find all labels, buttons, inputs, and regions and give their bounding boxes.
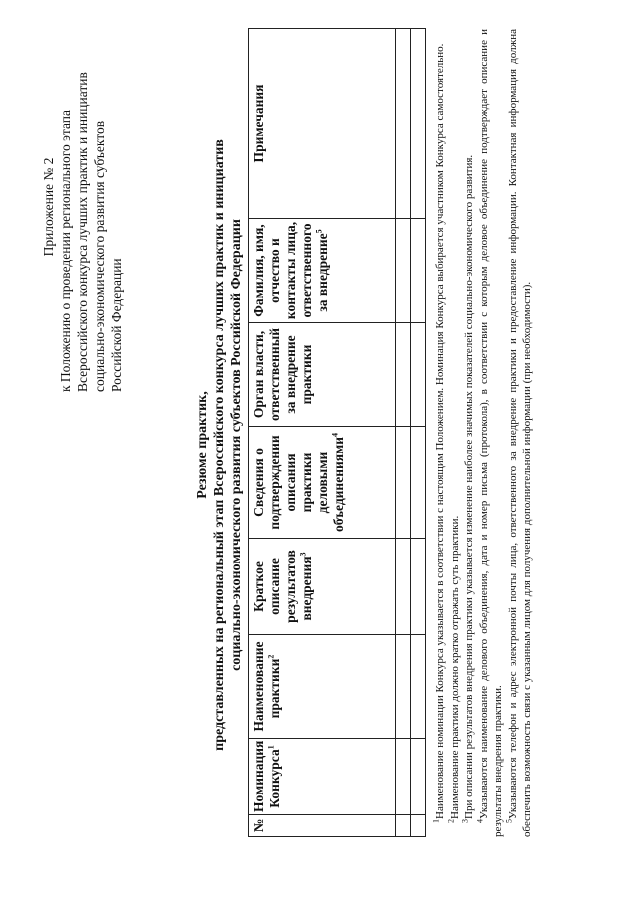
- appendix-line: Российской Федерации: [109, 258, 124, 392]
- column-header-nomination: Номинация Конкурса$^1$: [249, 739, 396, 815]
- table-cell: [396, 539, 411, 635]
- table-cell: [411, 219, 426, 323]
- footnotes: [433, 29, 535, 837]
- column-header-business-confirmation: Сведения о подтверждении описания практики деловыми объединениями$^4$: [249, 427, 396, 539]
- footnote-4: $^4$Указываются наименование делового объединения, дата и номер письма (протокола), в соответствии с которым деловое объединение подтверждает описание и результаты внедрения практики.: [474, 29, 504, 837]
- table-row: [396, 29, 411, 837]
- resume-title-line: представленных на региональный этап Всероссийского конкурса лучших практик и инициатив: [212, 139, 227, 751]
- column-header-authority: Орган власти, ответственный за внедрение практики: [249, 323, 396, 427]
- table-cell: [411, 739, 426, 815]
- table-cell: [411, 635, 426, 739]
- column-header-practice-name: Наименование практики$^2$: [249, 635, 396, 739]
- column-header-number: №: [249, 815, 396, 837]
- column-header-notes: Примечания: [249, 29, 396, 219]
- appendix-line: Всероссийского конкурса лучших практик и инициатив: [75, 72, 90, 392]
- column-header-results: Краткое описание результатов внедрения$^3$: [249, 539, 396, 635]
- rotated-page: [40, 20, 600, 870]
- table-cell: [396, 219, 411, 323]
- appendix-title: Приложение № 2: [41, 157, 56, 257]
- table-cell: [411, 29, 426, 219]
- table-cell: [411, 815, 426, 837]
- table-cell: [396, 323, 411, 427]
- resume-table: [248, 28, 426, 837]
- appendix-line: к Положению о проведении регионального этапа: [58, 110, 73, 392]
- table-cell: [396, 739, 411, 815]
- column-header-contact: Фамилия, имя, отчество и контакты лица, ответственного за внедрение$^5$: [249, 219, 396, 323]
- appendix-line: социально-экономического развития субъектов: [92, 120, 107, 392]
- table-cell: [411, 427, 426, 539]
- table-cell: [396, 427, 411, 539]
- resume-title-line: Резюме практик,: [195, 391, 210, 499]
- table-cell: [411, 323, 426, 427]
- table-cell: [396, 815, 411, 837]
- table-cell: [396, 29, 411, 219]
- footnote-2: $^2$Наименование практики должно кратко отражать суть практики.: [445, 515, 461, 823]
- resume-title-line: социально-экономического развития субъектов Российской Федерации: [229, 219, 244, 671]
- table-cell: [411, 539, 426, 635]
- footnote-3: $^3$При описании результатов внедрения практики указывается изменение наиболее значимых показателей социально-экономического развития.: [460, 154, 475, 823]
- appendix-header: [40, 22, 125, 392]
- resume-title: [194, 20, 245, 870]
- footnote-5: $^5$Указываются телефон и адрес электронной почты лица, ответственного за внедрение практики и предоставление информации. Контактная информация должна обеспечить возможность связи с указанным лицом для получения дополнительной информации (при необходимости).: [503, 29, 533, 837]
- table-row: [411, 29, 426, 837]
- table-cell: [396, 635, 411, 739]
- table-header-row: [249, 29, 396, 837]
- footnote-1: $^1$Наименование номинации Конкурса указывается в соответствии с настоящим Положением. Номинация Конкурса выбирается участником Конкурса самостоятельно.: [431, 43, 446, 823]
